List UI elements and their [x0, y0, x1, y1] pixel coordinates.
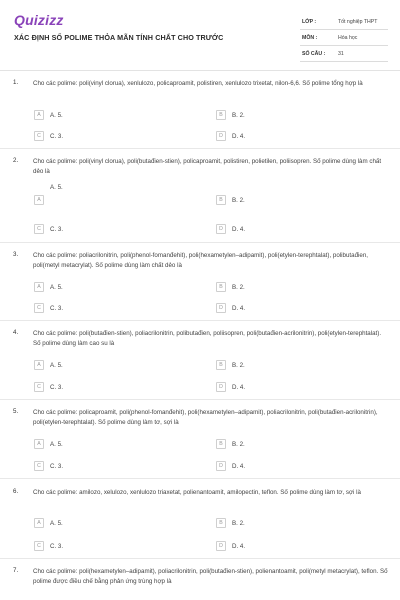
answer-option-d[interactable]	[216, 382, 366, 394]
answer-option-a[interactable]	[34, 360, 184, 372]
answer-option-b[interactable]	[216, 360, 366, 372]
option-text: C. 3.	[50, 132, 64, 140]
option-text: A. 5.	[50, 111, 63, 119]
answer-option-c[interactable]	[34, 541, 184, 553]
quizizz-logo: Quizizz	[14, 12, 64, 28]
meta-row-grade	[300, 14, 388, 30]
answer-option-c[interactable]	[34, 382, 184, 394]
option-text: B. 2.	[232, 519, 245, 527]
option-text: B. 2.	[232, 361, 245, 369]
option-text: A. 5.	[50, 283, 63, 291]
answer-option-a[interactable]	[34, 282, 184, 294]
answer-option-a[interactable]	[34, 110, 184, 122]
option-letter-box: A	[34, 518, 44, 528]
answer-option-a[interactable]	[34, 439, 184, 451]
question-divider	[0, 320, 400, 321]
option-text: C. 3.	[50, 225, 64, 233]
option-letter-box: D	[216, 382, 226, 392]
option-letter-box: C	[34, 303, 44, 313]
question-divider	[0, 148, 400, 149]
question-text: Cho các polime: poli(vinyl clorua), xenlulozo, policaproamit, polistiren, xenlulozo trixetat, nilon-6,6. Số polime tổng hợp là	[33, 80, 363, 87]
option-text: A. 5.	[50, 440, 63, 448]
header-divider	[0, 70, 400, 71]
question-number: 3.	[13, 251, 19, 258]
option-letter-box: A	[34, 439, 44, 449]
option-letter-box: B	[216, 110, 226, 120]
meta-value: Tốt nghiệp THPT	[338, 19, 378, 25]
option-letter-box: C	[34, 224, 44, 234]
question-number: 5.	[13, 408, 19, 415]
option-text: B. 2.	[232, 196, 245, 204]
option-text: C. 3.	[50, 383, 64, 391]
meta-row-question-count	[300, 46, 388, 62]
question-number: 6.	[13, 488, 19, 495]
option-letter-box: C	[34, 461, 44, 471]
question-divider	[0, 399, 400, 400]
question-number: 4.	[13, 329, 19, 336]
worksheet-header	[0, 0, 400, 66]
option-text: D. 4.	[232, 225, 246, 233]
meta-row-subject	[300, 30, 388, 46]
answer-option-c[interactable]	[34, 303, 184, 315]
option-letter-box: A	[34, 360, 44, 370]
option-letter-box: B	[216, 439, 226, 449]
answer-option-d[interactable]	[216, 224, 366, 236]
meta-value: 31	[338, 51, 344, 57]
question-divider	[0, 242, 400, 243]
option-text: C. 3.	[50, 304, 64, 312]
option-letter-box: D	[216, 541, 226, 551]
question-number: 2.	[13, 157, 19, 164]
option-letter-box: C	[34, 541, 44, 551]
option-text: A. 5.	[50, 361, 63, 369]
option-letter-box: B	[216, 360, 226, 370]
option-letter-box: D	[216, 131, 226, 141]
option-letter-box: A	[34, 110, 44, 120]
answer-option-d[interactable]	[216, 131, 366, 143]
option-text: D. 4.	[232, 542, 246, 550]
answer-option-d[interactable]	[216, 303, 366, 315]
option-letter-box: D	[216, 461, 226, 471]
question-text: Cho các polime: poliacrilonitrin, poli(phenol-fomanđehit), poli(hexametylen–adipamit), poli(etylen-terephtalat), polibutađien, poli(metyl metacrylat). Số polime dùng làm chất dẻo là	[33, 252, 368, 269]
answer-option-c[interactable]	[34, 461, 184, 473]
option-text: D. 4.	[232, 304, 246, 312]
question-text: Cho các polime: poli(hexametylen–adipamit), poliacrilonitrin, poli(butađien-stien), polienantoamit, poli(metyl metacrylat), teflon. Số polime được điều chế bằng phản ứng trùng hợp là	[33, 568, 388, 585]
option-text: A. 5.	[50, 184, 63, 191]
option-text: D. 4.	[232, 462, 246, 470]
option-text: B. 2.	[232, 111, 245, 119]
answer-option-d[interactable]	[216, 461, 366, 473]
meta-value: Hóa học	[338, 35, 358, 41]
answer-option-c[interactable]	[34, 224, 184, 236]
answer-option-a[interactable]	[34, 184, 184, 207]
option-letter-box: D	[216, 303, 226, 313]
option-text: B. 2.	[232, 283, 245, 291]
option-text: C. 3.	[50, 542, 64, 550]
option-letter-box: B	[216, 282, 226, 292]
answer-option-a[interactable]	[34, 518, 184, 530]
option-letter-box: C	[34, 131, 44, 141]
option-letter-box: A	[34, 282, 44, 292]
question-text: Cho các polime: policaproamit, poli(phenol-fomanđehit), poli(hexametylen–adipamit), poliacrilonitrin, poli(butađien-acrilonitrin), poli(etylen-terephtalat). Số polime dùng làm tơ, sợi là	[33, 409, 378, 426]
answer-option-b[interactable]	[216, 439, 366, 451]
answer-option-c[interactable]	[34, 131, 184, 143]
answer-option-d[interactable]	[216, 541, 366, 553]
meta-key: MÔN :	[302, 35, 318, 41]
question-text: Cho các polime: poli(butađien-stien), poliacrilonitrin, polibutađien, poliisopren, poli(butađien-acrilonitrin), poli(etylen-terephtalat). Số polime dùng làm cao su là	[33, 330, 382, 347]
worksheet-title: XÁC ĐỊNH SỐ POLIME THỎA MÃN TÍNH CHẤT CHO TRƯỚC	[14, 33, 224, 42]
answer-option-b[interactable]	[216, 282, 366, 294]
question-text: Cho các polime: poli(vinyl clorua), poli(butađien-stien), policaproamit, polistiren, polietilen, poliisopren. Số polime dùng làm chất dẻo là	[33, 158, 382, 175]
worksheet-meta-table	[300, 14, 388, 62]
option-letter-box: C	[34, 382, 44, 392]
option-letter-box: D	[216, 224, 226, 234]
question-number: 1.	[13, 79, 19, 86]
option-text: D. 4.	[232, 383, 246, 391]
question-divider	[0, 558, 400, 559]
meta-key: LỚP :	[302, 19, 317, 25]
meta-key: SỐ CÂU :	[302, 51, 326, 57]
question-text: Cho các polime: amilozo, xelulozo, xenlulozo triaxetat, polienantoamit, amilopectin, teflon. Số polime dùng làm tơ, sợi là	[33, 489, 361, 496]
answer-option-b[interactable]	[216, 518, 366, 530]
option-letter-box: B	[216, 518, 226, 528]
option-text: A. 5.	[50, 519, 63, 527]
answer-option-b[interactable]	[216, 195, 366, 207]
option-text: C. 3.	[50, 462, 64, 470]
question-divider	[0, 478, 400, 479]
option-letter-box: A	[34, 195, 44, 205]
question-number: 7.	[13, 567, 19, 574]
answer-option-b[interactable]	[216, 110, 366, 122]
option-letter-box: B	[216, 195, 226, 205]
option-text: D. 4.	[232, 132, 246, 140]
option-text: B. 2.	[232, 440, 245, 448]
